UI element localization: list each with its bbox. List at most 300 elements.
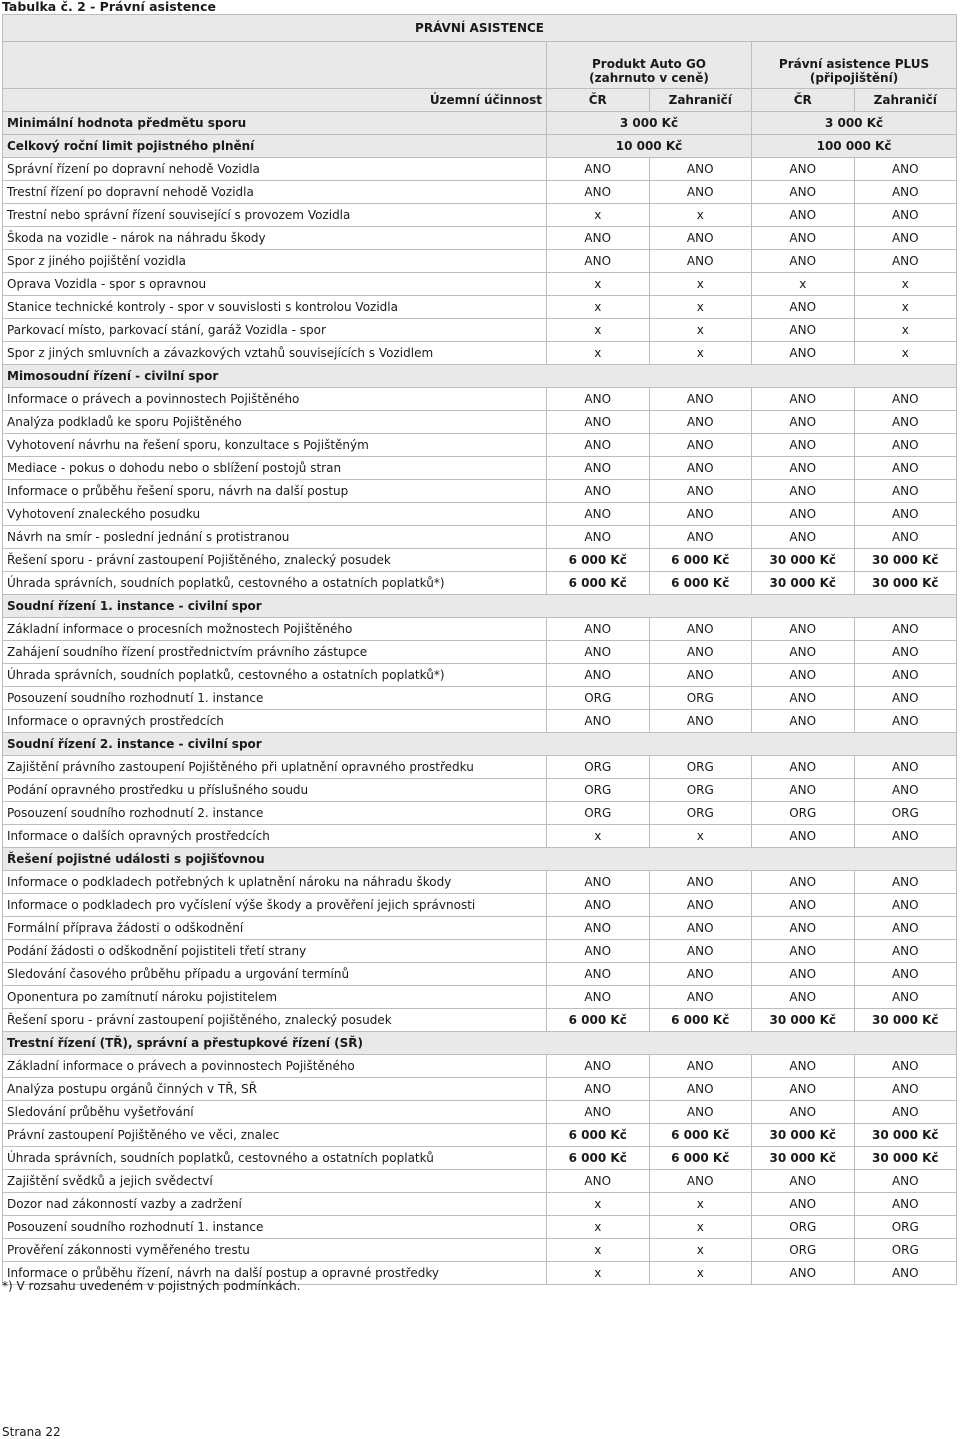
table-title: PRÁVNÍ ASISTENCE <box>3 15 957 42</box>
row-value: 30 000 Kč <box>854 1124 957 1147</box>
row-value: ANO <box>649 526 752 549</box>
row-value: ANO <box>854 503 957 526</box>
row-value: ANO <box>649 894 752 917</box>
row-value: ANO <box>547 1170 650 1193</box>
row-value: ANO <box>854 963 957 986</box>
row-value: ANO <box>854 664 957 687</box>
row-label: Zajištění právního zastoupení Pojištěného při uplatnění opravného prostředku <box>3 756 547 779</box>
row-value: x <box>854 273 957 296</box>
row-value: 6 000 Kč <box>547 1147 650 1170</box>
row-label: Řešení sporu - právní zastoupení Pojištěného, znalecký posudek <box>3 549 547 572</box>
row-value: x <box>854 342 957 365</box>
table-row <box>3 227 957 250</box>
row-value: ANO <box>752 825 855 848</box>
row-value: 6 000 Kč <box>649 1124 752 1147</box>
row-value: ORG <box>854 1216 957 1239</box>
table-row <box>3 917 957 940</box>
row-label: Prověření zákonnosti vyměřeného trestu <box>3 1239 547 1262</box>
territory-col-3: ČR <box>752 89 855 112</box>
row-value: ANO <box>547 664 650 687</box>
row-value: x <box>547 204 650 227</box>
row-value: 30 000 Kč <box>752 1147 855 1170</box>
row-label: Informace o průběhu řízení, návrh na další postup a opravné prostředky <box>3 1262 547 1285</box>
row-label: Informace o podkladech potřebných k uplatnění nároku na náhradu škody <box>3 871 547 894</box>
header-product-row <box>3 42 957 89</box>
row-value: ANO <box>752 480 855 503</box>
row-value: ANO <box>752 963 855 986</box>
row-value: x <box>649 1216 752 1239</box>
table-row <box>3 1170 957 1193</box>
row-value: ANO <box>547 503 650 526</box>
row-value: ANO <box>854 710 957 733</box>
row-value: ANO <box>649 250 752 273</box>
territory-row <box>3 89 957 112</box>
table-row <box>3 1193 957 1216</box>
product-auto-go-note: (zahrnuto v ceně) <box>589 71 709 85</box>
row-value: ANO <box>752 986 855 1009</box>
table-row <box>3 434 957 457</box>
row-value: ANO <box>752 526 855 549</box>
row-value: ANO <box>854 250 957 273</box>
row-value: ANO <box>854 1078 957 1101</box>
row-value: ANO <box>547 457 650 480</box>
row-value: 30 000 Kč <box>854 1147 957 1170</box>
row-value: ANO <box>547 1055 650 1078</box>
row-value: 30 000 Kč <box>752 572 855 595</box>
row-value: ANO <box>752 710 855 733</box>
table-row <box>3 158 957 181</box>
row-value: x <box>854 296 957 319</box>
row-value: ANO <box>752 1055 855 1078</box>
row-value: x <box>547 1193 650 1216</box>
row-label: Úhrada správních, soudních poplatků, cestovného a ostatních poplatků*) <box>3 664 547 687</box>
row-value: x <box>547 1262 650 1285</box>
row-value: 30 000 Kč <box>854 1009 957 1032</box>
row-value: ANO <box>752 894 855 917</box>
row-value: ANO <box>649 388 752 411</box>
row-value: ANO <box>752 1170 855 1193</box>
table-row <box>3 503 957 526</box>
row-label: Informace o opravných prostředcích <box>3 710 547 733</box>
territory-col-1: ČR <box>547 89 650 112</box>
row-value: ANO <box>752 1193 855 1216</box>
min-value-product2: 3 000 Kč <box>752 112 957 135</box>
row-value: ANO <box>649 1078 752 1101</box>
row-label: Vyhotovení znaleckého posudku <box>3 503 547 526</box>
row-label: Zahájení soudního řízení prostřednictvím právního zástupce <box>3 641 547 664</box>
row-value: x <box>649 825 752 848</box>
row-value: ANO <box>854 641 957 664</box>
row-value: ORG <box>547 756 650 779</box>
row-value: ORG <box>649 756 752 779</box>
row-value: x <box>649 1262 752 1285</box>
row-value: ANO <box>752 940 855 963</box>
row-value: ANO <box>752 296 855 319</box>
row-value: ANO <box>649 963 752 986</box>
row-value: ANO <box>547 963 650 986</box>
row-label: Dozor nad zákonností vazby a zadržení <box>3 1193 547 1216</box>
row-value: ANO <box>854 756 957 779</box>
row-value: ORG <box>547 687 650 710</box>
header-title-row <box>3 15 957 42</box>
table-row <box>3 1101 957 1124</box>
row-value: ANO <box>649 664 752 687</box>
row-value: ANO <box>854 411 957 434</box>
product-plus-header <box>752 42 957 89</box>
row-value: ANO <box>752 1101 855 1124</box>
row-value: ANO <box>854 204 957 227</box>
row-value: x <box>854 319 957 342</box>
row-label: Úhrada správních, soudních poplatků, cestovného a ostatních poplatků*) <box>3 572 547 595</box>
table-row <box>3 572 957 595</box>
row-value: ANO <box>649 710 752 733</box>
row-value: ORG <box>854 802 957 825</box>
row-label: Právní zastoupení Pojištěného ve věci, znalec <box>3 1124 547 1147</box>
row-value: 30 000 Kč <box>854 572 957 595</box>
row-label: Analýza postupu orgánů činných v TŘ, SŘ <box>3 1078 547 1101</box>
row-value: ANO <box>752 319 855 342</box>
row-value: ANO <box>649 871 752 894</box>
table-row <box>3 388 957 411</box>
row-label: Zajištění svědků a jejich svědectví <box>3 1170 547 1193</box>
row-value: ORG <box>649 687 752 710</box>
table-row <box>3 342 957 365</box>
row-value: ANO <box>649 1170 752 1193</box>
row-value: 6 000 Kč <box>649 1009 752 1032</box>
table-row <box>3 319 957 342</box>
row-value: ANO <box>547 871 650 894</box>
section-header-row <box>3 365 957 388</box>
row-value: 6 000 Kč <box>547 572 650 595</box>
section-header-row <box>3 1032 957 1055</box>
row-value: ORG <box>752 1239 855 1262</box>
row-label: Informace o dalších opravných prostředcích <box>3 825 547 848</box>
table-row <box>3 802 957 825</box>
row-label: Stanice technické kontroly - spor v souvislosti s kontrolou Vozidla <box>3 296 547 319</box>
section-header-row <box>3 595 957 618</box>
row-value: ANO <box>752 434 855 457</box>
row-value: ANO <box>547 986 650 1009</box>
table-row <box>3 825 957 848</box>
table-body <box>3 15 957 1285</box>
min-value-product1: 3 000 Kč <box>547 112 752 135</box>
row-value: ANO <box>649 457 752 480</box>
row-value: ANO <box>547 641 650 664</box>
row-label: Analýza podkladů ke sporu Pojištěného <box>3 411 547 434</box>
row-value: ANO <box>854 1055 957 1078</box>
row-value: 30 000 Kč <box>752 1124 855 1147</box>
row-value: ANO <box>752 1078 855 1101</box>
row-value: ANO <box>547 434 650 457</box>
territory-label: Územní účinnost <box>3 89 547 112</box>
table-row <box>3 710 957 733</box>
table-row <box>3 618 957 641</box>
row-value: ANO <box>752 503 855 526</box>
row-label: Informace o podkladech pro vyčíslení výše škody a prověření jejich správnosti <box>3 894 547 917</box>
row-label: Posouzení soudního rozhodnutí 1. instance <box>3 687 547 710</box>
table-row <box>3 871 957 894</box>
row-value: ANO <box>752 388 855 411</box>
row-value: ANO <box>854 1262 957 1285</box>
row-label: Návrh na smír - poslední jednání s protistranou <box>3 526 547 549</box>
row-value: ANO <box>854 1101 957 1124</box>
row-value: ANO <box>547 894 650 917</box>
row-value: ANO <box>752 756 855 779</box>
row-value: ANO <box>752 250 855 273</box>
row-label: Oponentura po zamítnutí nároku pojistitelem <box>3 986 547 1009</box>
territory-col-4: Zahraničí <box>854 89 957 112</box>
table-row <box>3 204 957 227</box>
row-value: ANO <box>752 871 855 894</box>
row-value: ANO <box>547 940 650 963</box>
section-title: Soudní řízení 2. instance - civilní spor <box>3 733 957 756</box>
row-value: ANO <box>649 480 752 503</box>
row-value: x <box>547 825 650 848</box>
row-value: ANO <box>547 250 650 273</box>
row-value: ANO <box>752 181 855 204</box>
row-label: Řešení sporu - právní zastoupení pojištěného, znalecký posudek <box>3 1009 547 1032</box>
row-label: Podání žádosti o odškodnění pojistiteli třetí strany <box>3 940 547 963</box>
table-row <box>3 1239 957 1262</box>
table-row <box>3 181 957 204</box>
row-value: ANO <box>854 894 957 917</box>
row-value: ANO <box>752 457 855 480</box>
table-row <box>3 986 957 1009</box>
row-value: 30 000 Kč <box>752 1009 855 1032</box>
row-value: ORG <box>547 779 650 802</box>
row-label: Trestní řízení po dopravní nehodě Vozidla <box>3 181 547 204</box>
row-value: x <box>649 319 752 342</box>
row-value: ANO <box>854 457 957 480</box>
row-value: ANO <box>547 227 650 250</box>
section-title: Soudní řízení 1. instance - civilní spor <box>3 595 957 618</box>
row-value: x <box>547 1239 650 1262</box>
table-row <box>3 664 957 687</box>
row-value: x <box>649 1239 752 1262</box>
table-row <box>3 1078 957 1101</box>
row-value: ANO <box>547 158 650 181</box>
page-number: Strana 22 <box>2 1425 61 1439</box>
row-value: 6 000 Kč <box>649 1147 752 1170</box>
row-value: ORG <box>752 802 855 825</box>
row-label: Sledování časového průběhu případu a urgování termínů <box>3 963 547 986</box>
row-value: ANO <box>854 687 957 710</box>
row-value: ANO <box>649 227 752 250</box>
row-value: x <box>547 319 650 342</box>
row-value: ANO <box>649 917 752 940</box>
row-value: 6 000 Kč <box>649 572 752 595</box>
table-caption: Tabulka č. 2 - Právní asistence <box>2 0 216 14</box>
row-value: ANO <box>649 503 752 526</box>
row-value: x <box>649 296 752 319</box>
table-row <box>3 1216 957 1239</box>
row-value: ANO <box>752 664 855 687</box>
table-row <box>3 1147 957 1170</box>
row-value: ANO <box>649 411 752 434</box>
row-value: x <box>752 273 855 296</box>
row-value: ANO <box>649 641 752 664</box>
table-row <box>3 1124 957 1147</box>
row-value: x <box>547 342 650 365</box>
row-value: ANO <box>547 1101 650 1124</box>
table-row <box>3 641 957 664</box>
row-label: Správní řízení po dopravní nehodě Vozidla <box>3 158 547 181</box>
row-value: ANO <box>752 342 855 365</box>
row-label: Informace o právech a povinnostech Pojištěného <box>3 388 547 411</box>
row-value: ANO <box>649 940 752 963</box>
annual-limit-product2: 100 000 Kč <box>752 135 957 158</box>
row-value: 6 000 Kč <box>649 549 752 572</box>
table-row <box>3 687 957 710</box>
row-value: ORG <box>547 802 650 825</box>
table-row <box>3 250 957 273</box>
row-value: ANO <box>547 618 650 641</box>
table-row <box>3 296 957 319</box>
row-value: ANO <box>854 618 957 641</box>
row-value: ANO <box>854 181 957 204</box>
row-value: ANO <box>547 480 650 503</box>
row-label: Vyhotovení návrhu na řešení sporu, konzultace s Pojištěným <box>3 434 547 457</box>
row-value: 30 000 Kč <box>854 549 957 572</box>
table-row <box>3 940 957 963</box>
row-value: ANO <box>752 917 855 940</box>
product-plus-note: (připojištění) <box>809 71 899 85</box>
section-header-row <box>3 848 957 871</box>
annual-limit-label: Celkový roční limit pojistného plnění <box>3 135 547 158</box>
footnote: *) V rozsahu uvedeném v pojistných podmínkách. <box>2 1279 301 1293</box>
row-value: ANO <box>547 181 650 204</box>
row-value: ANO <box>854 1193 957 1216</box>
product-auto-go-header <box>547 42 752 89</box>
row-label: Podání opravného prostředku u příslušného soudu <box>3 779 547 802</box>
table-row <box>3 756 957 779</box>
row-value: ANO <box>752 618 855 641</box>
row-value: ANO <box>649 618 752 641</box>
row-value: ANO <box>547 526 650 549</box>
row-value: ANO <box>547 710 650 733</box>
row-value: x <box>547 1216 650 1239</box>
row-value: ANO <box>752 158 855 181</box>
legal-assistance-table <box>2 14 957 1285</box>
row-label: Základní informace o právech a povinnostech Pojištěného <box>3 1055 547 1078</box>
row-label: Parkovací místo, parkovací stání, garáž Vozidla - spor <box>3 319 547 342</box>
row-value: x <box>649 273 752 296</box>
row-value: ANO <box>547 917 650 940</box>
section-title: Řešení pojistné události s pojišťovnou <box>3 848 957 871</box>
row-value: ANO <box>547 1078 650 1101</box>
row-value: ANO <box>752 204 855 227</box>
min-value-row <box>3 112 957 135</box>
row-value: ANO <box>854 526 957 549</box>
row-value: 6 000 Kč <box>547 1124 650 1147</box>
row-value: ANO <box>649 434 752 457</box>
row-value: ANO <box>854 227 957 250</box>
min-value-label: Minimální hodnota předmětu sporu <box>3 112 547 135</box>
table-row <box>3 779 957 802</box>
table-row <box>3 1055 957 1078</box>
row-value: 30 000 Kč <box>752 549 855 572</box>
territory-col-2: Zahraničí <box>649 89 752 112</box>
row-label: Informace o průběhu řešení sporu, návrh na další postup <box>3 480 547 503</box>
product-plus-name: Právní asistence PLUS <box>778 57 930 71</box>
section-title: Trestní řízení (TŘ), správní a přestupkové řízení (SŘ) <box>3 1032 957 1055</box>
row-value: ANO <box>547 411 650 434</box>
row-value: ANO <box>854 825 957 848</box>
row-value: ORG <box>649 779 752 802</box>
row-label: Spor z jiného pojištění vozidla <box>3 250 547 273</box>
row-label: Spor z jiných smluvních a závazkových vztahů souvisejících s Vozidlem <box>3 342 547 365</box>
row-value: 6 000 Kč <box>547 1009 650 1032</box>
row-value: x <box>547 296 650 319</box>
section-header-row <box>3 733 957 756</box>
row-value: ANO <box>854 1170 957 1193</box>
row-value: ANO <box>752 779 855 802</box>
row-value: ANO <box>854 871 957 894</box>
row-value: x <box>547 273 650 296</box>
row-value: ANO <box>649 986 752 1009</box>
row-label: Mediace - pokus o dohodu nebo o sblížení postojů stran <box>3 457 547 480</box>
row-value: ORG <box>649 802 752 825</box>
product-auto-go-name: Produkt Auto GO <box>591 57 707 71</box>
row-label: Posouzení soudního rozhodnutí 2. instance <box>3 802 547 825</box>
row-value: x <box>649 204 752 227</box>
row-value: ANO <box>854 917 957 940</box>
row-label: Oprava Vozidla - spor s opravnou <box>3 273 547 296</box>
row-label: Sledování průběhu vyšetřování <box>3 1101 547 1124</box>
row-value: x <box>649 1193 752 1216</box>
row-value: ANO <box>649 1101 752 1124</box>
annual-limit-row <box>3 135 957 158</box>
row-value: ANO <box>854 986 957 1009</box>
row-value: ANO <box>649 1055 752 1078</box>
row-value: ANO <box>752 227 855 250</box>
header-empty-cell <box>3 42 547 89</box>
table-row <box>3 526 957 549</box>
row-value: ANO <box>752 1262 855 1285</box>
table-row <box>3 411 957 434</box>
row-label: Trestní nebo správní řízení související s provozem Vozidla <box>3 204 547 227</box>
table-row <box>3 894 957 917</box>
row-value: ORG <box>854 1239 957 1262</box>
annual-limit-product1: 10 000 Kč <box>547 135 752 158</box>
row-value: ANO <box>854 434 957 457</box>
row-value: ANO <box>854 940 957 963</box>
table-row <box>3 1009 957 1032</box>
section-title: Mimosoudní řízení - civilní spor <box>3 365 957 388</box>
row-label: Posouzení soudního rozhodnutí 1. instance <box>3 1216 547 1239</box>
table-row <box>3 480 957 503</box>
row-value: ANO <box>752 411 855 434</box>
table-row <box>3 457 957 480</box>
row-value: ANO <box>854 388 957 411</box>
row-value: ANO <box>854 480 957 503</box>
row-label: Úhrada správních, soudních poplatků, cestovného a ostatních poplatků <box>3 1147 547 1170</box>
table-row <box>3 273 957 296</box>
row-value: x <box>649 342 752 365</box>
row-value: 6 000 Kč <box>547 549 650 572</box>
row-value: ORG <box>752 1216 855 1239</box>
row-label: Škoda na vozidle - nárok na náhradu škody <box>3 227 547 250</box>
row-value: ANO <box>649 181 752 204</box>
row-value: ANO <box>854 779 957 802</box>
row-value: ANO <box>752 687 855 710</box>
row-value: ANO <box>547 388 650 411</box>
row-label: Základní informace o procesních možnostech Pojištěného <box>3 618 547 641</box>
row-value: ANO <box>649 158 752 181</box>
row-value: ANO <box>752 641 855 664</box>
row-value: ANO <box>854 158 957 181</box>
table-row <box>3 963 957 986</box>
